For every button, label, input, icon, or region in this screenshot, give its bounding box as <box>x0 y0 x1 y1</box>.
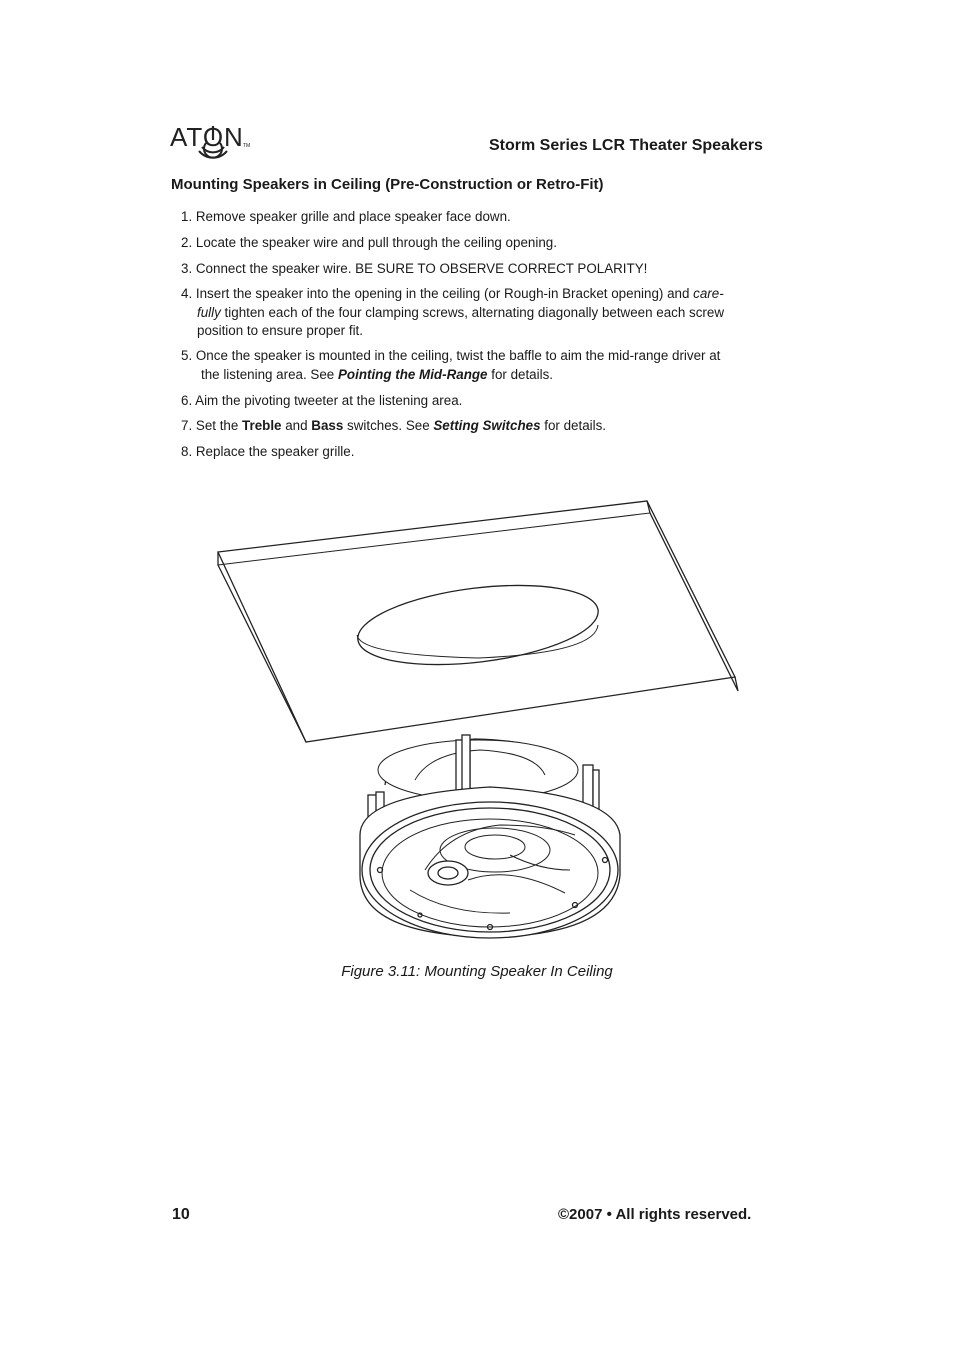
link-pointing-mid-range: Pointing the Mid-Range <box>337 366 488 382</box>
aton-logo <box>168 110 258 166</box>
section-title: Mounting Speakers in Ceiling (Pre-Construction or Retro-Fit) <box>171 176 604 193</box>
step-7: 7. Set the Treble and Bass switches. See Setting Switches for details. <box>181 418 607 433</box>
page-number: 10 <box>172 1206 190 1223</box>
step-3: 3. Connect the speaker wire. BE SURE TO OBSERVE CORRECT POLARITY! <box>181 261 648 276</box>
logo-text: ATON <box>170 122 244 152</box>
link-setting-switches: Setting Switches <box>433 418 541 433</box>
step-5: 5. Once the speaker is mounted in the ceiling, twist the baffle to aim the mid-range driver at the listening area. See Pointing the Mid-Range for details. <box>181 348 721 382</box>
document-header-title: Storm Series LCR Theater Speakers <box>489 137 763 154</box>
logo-tm: TM <box>243 143 251 149</box>
speaker-assembly <box>360 735 620 938</box>
step-1: 1. Remove speaker grille and place speaker face down. <box>181 209 511 224</box>
step-8: 8. Replace the speaker grille. <box>181 444 355 459</box>
ceiling-panel <box>218 501 738 742</box>
figure-caption: Figure 3.11: Mounting Speaker In Ceiling <box>341 963 613 980</box>
step-6: 6. Aim the pivoting tweeter at the listening area. <box>181 393 463 408</box>
step-4: 4. Insert the speaker into the opening in the ceiling (or Rough-in Bracket opening) and care- fully tighten each of the four clamping screws, alternating diagonally between each screw position to ensure proper fit. <box>181 286 725 338</box>
ceiling-speaker-illustration <box>210 495 750 950</box>
copyright-notice: ©2007 • All rights reserved. <box>558 1206 752 1223</box>
step-2: 2. Locate the speaker wire and pull through the ceiling opening. <box>181 235 557 250</box>
